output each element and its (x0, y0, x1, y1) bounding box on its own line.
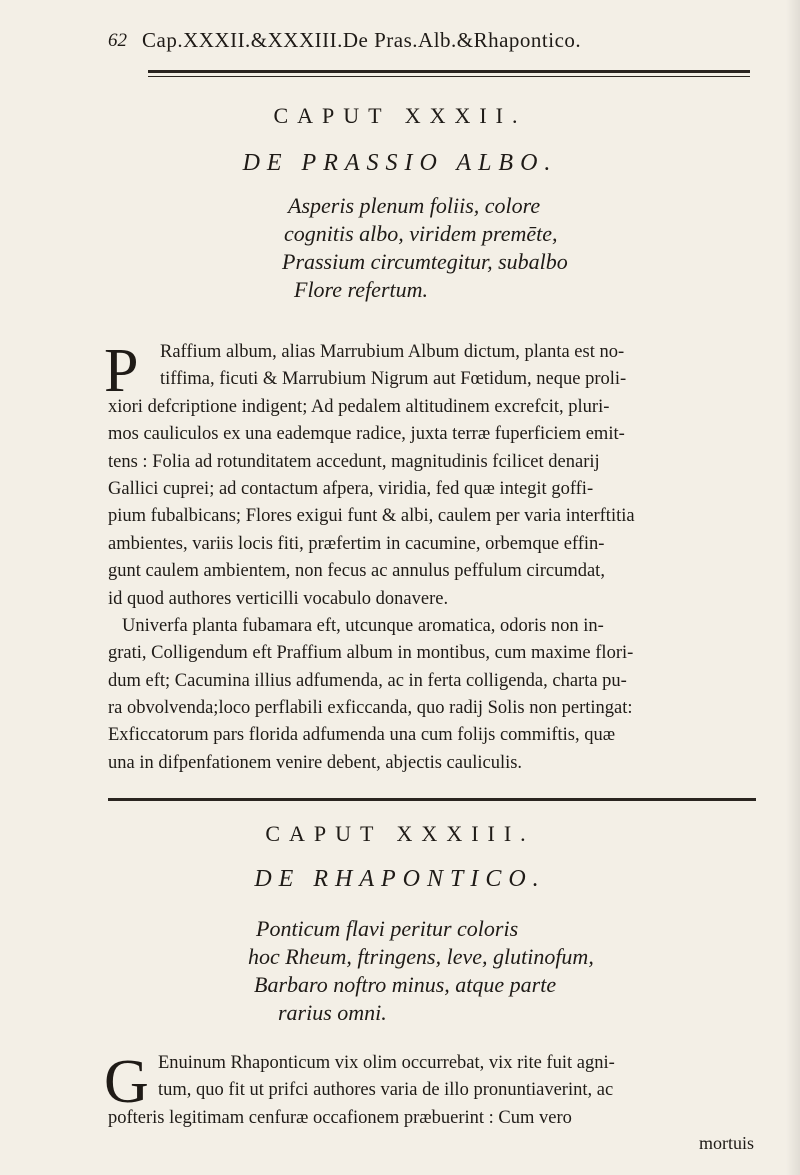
text-line: Gallici cuprei; ad contactum afpera, viridia, fed quæ integit goffi- (108, 478, 594, 499)
text-line: pofteris legitimam cenfuræ occafionem præbuerint : Cum vero (108, 1107, 572, 1128)
chapter-body-xxxii (108, 339, 768, 777)
motto-verse-xxxii (282, 192, 568, 304)
text-line: Enuinum Rhaponticum vix olim occurrebat, vix rite fuit agni- (158, 1053, 615, 1073)
text-line: tiffima, ficuti & Marrubium Nigrum aut Fœtidum, neque proli- (160, 369, 627, 390)
chapter-title-xxxii: CAPUT XXXII. (273, 103, 527, 128)
text-line: xiori defcriptione indigent; Ad pedalem altitudinem excrefcit, pluri- (108, 396, 610, 417)
header-rule (148, 70, 750, 73)
motto-line: Ponticum flavi peritur coloris (256, 916, 519, 941)
header-rule-thin (148, 76, 750, 77)
text-line: una in difpenfationem venire debent, abjectis cauliculis. (108, 752, 523, 773)
text-line: dum eft; Cacumina illius adfumenda, ac in ferta colligenda, charta pu- (108, 670, 627, 691)
text-line: ambientes, variis locis fiti, præfertim in cacumine, orbemque effin- (108, 533, 605, 554)
drop-cap-g: G (104, 1048, 149, 1116)
text-line: gunt caulem ambientem, non fecus ac annulus peffulum circumdat, (108, 561, 605, 582)
text-line: Raffium album, alias Marrubium Album dictum, planta est no- (160, 342, 625, 362)
catchword: mortuis (698, 1133, 754, 1153)
chapter-subtitle-xxxii: DE PRASSIO ALBO. (242, 150, 558, 176)
motto-line: Flore refertum. (294, 277, 429, 302)
motto-line: hoc Rheum, ftringens, leve, glutinofum, (248, 944, 594, 969)
text-line: mos cauliculos ex una eademque radice, juxta terræ fuperficiem emit- (108, 424, 625, 445)
drop-cap-p: P (104, 337, 139, 405)
text-line: Univerfa planta fubamara eft, utcunque aromatica, odoris non in- (122, 615, 604, 636)
running-head (108, 26, 748, 60)
text-line: pium fubalbicans; Flores exigui funt & albi, caulem per varia interftitia (108, 506, 635, 527)
running-title: Cap.XXXII.&XXXIII.De Pras.Alb.&Rhapontico. (142, 28, 582, 52)
text-line: tens : Folia ad rotunditatem accedunt, magnitudinis fcilicet denarij (108, 451, 600, 472)
motto-line: rarius omni. (278, 1000, 387, 1025)
text-line: ra obvolvenda;loco perflabili exficcanda, quo radij Solis non pertingat: (108, 698, 633, 719)
chapter-title-xxxiii: CAPUT XXXIII. (265, 821, 535, 846)
page-number: 62 (108, 30, 127, 51)
chapter-divider-rule (108, 798, 756, 801)
motto-line: Barbaro noftro minus, atque parte (254, 972, 557, 997)
motto-line: Asperis plenum foliis, colore (288, 193, 541, 218)
text-line: Exficcatorum pars florida adfumenda una cum folijs commiftis, quæ (108, 725, 616, 746)
text-line: id quod authores verticilli vocabulo donavere. (108, 588, 449, 609)
motto-line: Prassium circumtegitur, subalbo (282, 249, 568, 274)
motto-verse-xxxiii (248, 915, 594, 1027)
motto-line: cognitis albo, viridem premēte, (284, 221, 558, 246)
chapter-subtitle-xxxiii: DE RHAPONTICO. (254, 866, 546, 892)
text-line: grati, Colligendum eft Praffium album in montibus, cum maxime flori- (108, 643, 634, 664)
text-line: tum, quo fit ut prifci authores varia de illo pronuntiaverint, ac (158, 1080, 614, 1101)
chapter-body-xxxiii (108, 1050, 768, 1132)
